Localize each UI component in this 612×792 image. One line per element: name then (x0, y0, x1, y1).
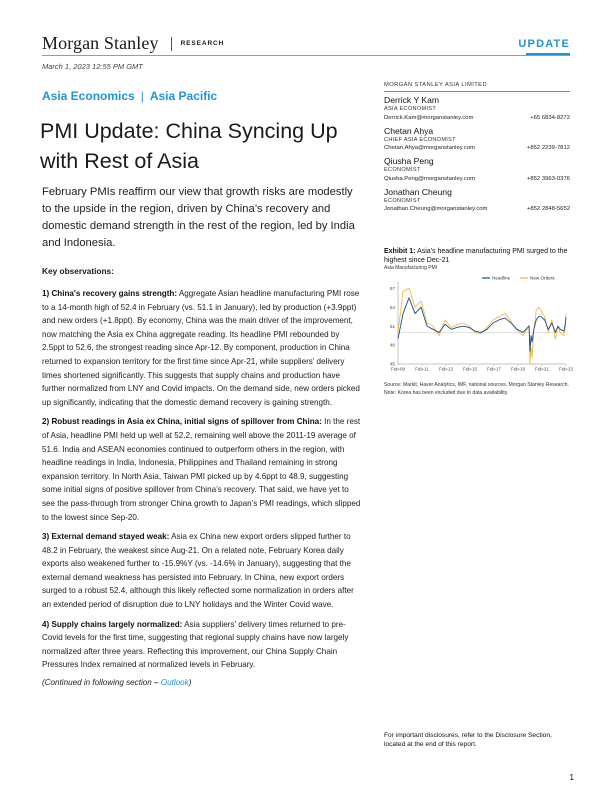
y-tick-label: 45 (389, 361, 395, 367)
x-tick-label: Feb-11 (415, 366, 429, 372)
body-column (42, 266, 364, 687)
exhibit-title (384, 247, 572, 265)
morgan-stanley-logo: Morgan Stanley (42, 33, 159, 53)
observation-heading: 3) External demand stayed weak: (42, 532, 170, 542)
exhibit-1 (384, 247, 572, 397)
analyst-email[interactable]: Jonathan.Cheung@morganstanley.com (384, 206, 488, 212)
observation-heading: 1) China's recovery gains strength: (42, 289, 178, 298)
x-tick-label: Feb-23 (559, 366, 573, 372)
analyst-sidebar (384, 82, 570, 217)
category-secondary[interactable]: Asia Pacific (149, 89, 218, 103)
masthead (42, 33, 224, 54)
analyst-phone: +852 3963-0376 (526, 175, 570, 182)
observation-heading: 2) Robust readings in Asia ex China, initial signs of spillover from China: (42, 417, 322, 427)
analyst-card (384, 156, 570, 183)
analyst-email[interactable]: Derrick.Kam@morganstanley.com (384, 114, 474, 121)
analyst-phone: +852 2848-5652 (526, 206, 570, 212)
report-title: PMI Update: China Syncing Up with Rest of Asia (40, 119, 338, 173)
observation-paragraph (42, 415, 364, 524)
outlook-link[interactable]: Outlook (160, 678, 189, 688)
update-badge: UPDATE (518, 38, 570, 50)
x-tick-label: Feb-15 (463, 366, 477, 372)
chart-subtitle: Asia Manufacturing PMI (384, 265, 438, 271)
research-label: RESEARCH (180, 40, 225, 47)
analyst-role: ECONOMIST (384, 167, 421, 173)
page-number: 1 (569, 773, 574, 782)
observation-text: Aggregate Asian headline manufacturing PMI rose to a 14-month high of 52.4 in February (vs. 51.1 in January), led by production (+3.9ppt) and new orders (+1.8ppt). By economy, China was the main driver of the improvement, now matching the Asia ex China aggregate reading. Its headline PMI rebounded by 2.5ppt to 52.6, the strongest reading since Apr-12. By component, production in China returned to expansion territory for the first time since Apr-21, while suppliers’ delivery times shortened significantly. This suggests that supply chains and production have further normalized from LNY and Covid impacts. On the demand side, new orders picked up significantly, indicating that the domestic demand recovery is gaining strength. (42, 289, 360, 407)
analyst-phone: +65 6834-8272 (530, 114, 570, 121)
analyst-card (384, 95, 570, 122)
exhibit-source: Source: Markit, Haver Analytics, IMF, national sources, Morgan Stanley Research. Note: Korea has been excluded due to data availability. (384, 382, 569, 396)
x-tick-label: Feb-13 (439, 366, 453, 372)
report-summary: February PMIs reaffirm our view that growth risks are modestly to the upside in the region, driven by China’s recovery and domestic demand strength in the rest of the region, led by India and Indonesia. (42, 186, 355, 249)
header-rule (42, 55, 570, 56)
observation-paragraph (42, 287, 364, 409)
analyst-name: Chetan Ahya (384, 125, 434, 136)
y-tick-label: 54 (389, 304, 395, 310)
observation-heading: 4) Supply chains largely normalized: (42, 619, 183, 629)
observation-paragraph (42, 618, 364, 672)
series-line-headline (398, 298, 566, 352)
analyst-name: Derrick Y Kam (384, 95, 440, 105)
disclosure-note: For important disclosures, refer to the Disclosure Section, located at the end of this report. (384, 732, 552, 748)
analyst-card (384, 126, 570, 153)
x-tick-label: Feb-21 (535, 366, 549, 372)
analyst-card (384, 187, 570, 214)
observation-text: Asia suppliers’ delivery times returned to pre-Covid levels for the first time, suggesting that regional supply chains have now largely normalized after three years. Reflecting this improvement, our China Supply Chain Pressures Index remained at normalized levels in February. (42, 619, 349, 670)
legend-label: New Orders (530, 275, 555, 281)
observation-text: Asia ex China new export orders slipped further to 48.2 in February, the weakest since Aug-21. On a related note, February Korea daily exports also weakened further to -15.9%Y (vs. -14.6% in January), suggesting that the external demand weakness has persisted into February. In China, new export orders surged to a robust 52.4, although this likely reflected some normalization in orders after an extended period of disruption due to LNY holidays and the Winter Covid wave. (42, 532, 354, 610)
analyst-email[interactable]: Qiusha.Peng@morganstanley.com (384, 175, 476, 182)
key-observations-heading: Key observations: (42, 266, 114, 276)
entity-name: MORGAN STANLEY ASIA LIMITED (384, 82, 570, 92)
x-tick-label: Feb-09 (391, 366, 405, 372)
pmi-line-chart (384, 272, 573, 378)
exhibit-label: Exhibit 1: (384, 248, 416, 255)
continued-note: (Continued in following section – Outlook) (42, 678, 192, 688)
y-tick-label: 48 (389, 342, 395, 348)
x-tick-label: Feb-17 (487, 366, 501, 372)
masthead-divider (171, 37, 172, 51)
legend-label: Headline (492, 275, 511, 281)
series-line-new-orders (398, 288, 566, 364)
category-line (42, 89, 217, 103)
category-separator: | (140, 89, 144, 103)
analyst-role: ASIA ECONOMIST (384, 106, 437, 112)
exhibit-caption: Asia's headline manufacturing PMI surged to the highest since Dec-21 (384, 248, 568, 264)
observation-paragraph (42, 530, 364, 612)
analyst-name: Qiusha Peng (384, 156, 434, 166)
x-tick-label: Feb-19 (511, 366, 525, 372)
publish-timestamp: March 1, 2023 12:55 PM GMT (42, 62, 143, 71)
analyst-name: Jonathan Cheung (384, 186, 452, 197)
analyst-phone: +852 2239-7812 (526, 145, 570, 151)
analyst-email[interactable]: Chetan.Ahya@morganstanley.com (384, 145, 476, 151)
observation-text: In the rest of Asia, headline PMI held up well at 52.2, remaining well above the 2011-19 average of 51.6. India and ASEAN economies continued to outperform others in the region, with headline readings in India, Indonesia, Philippines and Thailand remaining in strong expansion territory. In North Asia, Taiwan PMI picked up by 4.6ppt to 48.9, suggesting some initial signs of positive spillover from China’s recovery. That said, we have yet to see the pass-through from stronger China growth to Japan’s PMI readings, which slipped to the lowest since Sep-20. (42, 417, 361, 522)
analyst-role: CHIEF ASIA ECONOMIST (384, 136, 456, 143)
analyst-role: ECONOMIST (384, 197, 421, 204)
category-primary[interactable]: Asia Economics (42, 89, 135, 103)
y-tick-label: 57 (389, 285, 395, 291)
y-tick-label: 51 (389, 323, 395, 329)
